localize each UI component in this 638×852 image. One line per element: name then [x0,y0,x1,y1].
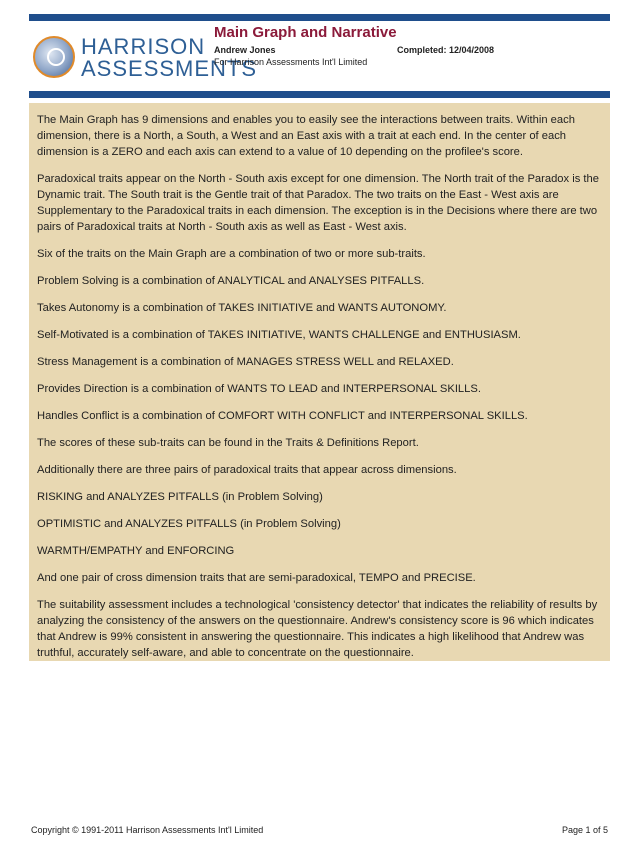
profilee-name: Andrew Jones [214,45,276,55]
completed-date: Completed: 12/04/2008 [397,45,495,55]
header-top-rule [29,14,610,21]
narrative-paragraph: Handles Conflict is a combination of COMFORT WITH CONFLICT and INTERPERSONAL SKILLS. [37,410,528,422]
logo-ring-icon [47,48,65,66]
narrative-paragraph: And one pair of cross dimension traits that are semi-paradoxical, TEMPO and PRECISE. [37,572,476,584]
narrative-paragraph: Provides Direction is a combination of WANTS TO LEAD and INTERPERSONAL SKILLS. [37,383,481,395]
narrative-paragraph: Additionally there are three pairs of paradoxical traits that appear across dimensions. [37,464,457,476]
header-bottom-rule [29,91,610,98]
narrative-paragraph: The scores of these sub-traits can be found in the Traits & Definitions Report. [37,437,419,449]
narrative-paragraph: Problem Solving is a combination of ANALYTICAL and ANALYSES PITFALLS. [37,275,425,287]
narrative-paragraph: Takes Autonomy is a combination of TAKES INITIATIVE and WANTS AUTONOMY. [37,302,447,314]
narrative-paragraph: Self-Motivated is a combination of TAKES INITIATIVE, WANTS CHALLENGE and ENTHUSIASM. [37,329,521,341]
logo-globe-icon [33,36,75,78]
narrative-paragraph: The Main Graph has 9 dimensions and enables you to easily see the interactions between traits. Within each dimension, there is a North, a South, a West and an East axis with a trait at each end. In the center of each dimension is a ZERO and each axis can extend to a value of 10 depending on the profilee's score. [37,114,575,158]
narrative-panel [29,103,610,661]
footer-copyright: Copyright © 1991-2011 Harrison Assessments Int'l Limited [31,825,264,835]
narrative-paragraph: The suitability assessment includes a technological 'consistency detector' that indicates the reliability of results by analyzing the consistency of the answers on the questionnaire. Andrew's consistency score is 96 which indicates that Andrew is 99% consistent in answering the questionnaire. This indicates a high likelihood that Andrew was truthful, accurately self-aware, and able to concentrate on the questionnaire. [37,599,598,659]
logo-text-line2: ASSESSMENTS [81,56,258,81]
narrative-paragraph: Six of the traits on the Main Graph are a combination of two or more sub-traits. [37,248,426,260]
page-title: Main Graph and Narrative [214,24,397,41]
footer-page-number: Page 1 of 5 [561,825,608,835]
narrative-paragraph: Paradoxical traits appear on the North - South axis except for one dimension. The North trait of the Paradox is the Dynamic trait. The South trait is the Gentle trait of that Paradox. The two traits on the East - West axis are Supplementary to the Paradoxical traits in each dimension. The exception is in the Decisions where there are two pairs of Paradoxical traits at North - South axis as well as East - West axis. [37,173,599,233]
logo-text-line1: HARRISON [81,34,206,59]
narrative-paragraph: Stress Management is a combination of MANAGES STRESS WELL and RELAXED. [37,356,454,368]
narrative-paragraph: WARMTH/EMPATHY and ENFORCING [37,545,235,557]
narrative-paragraph: OPTIMISTIC and ANALYZES PITFALLS (in Problem Solving) [37,518,341,530]
narrative-paragraph: RISKING and ANALYZES PITFALLS (in Problem Solving) [37,491,323,503]
organization-name: For Harrison Assessments Int'l Limited [214,57,368,67]
